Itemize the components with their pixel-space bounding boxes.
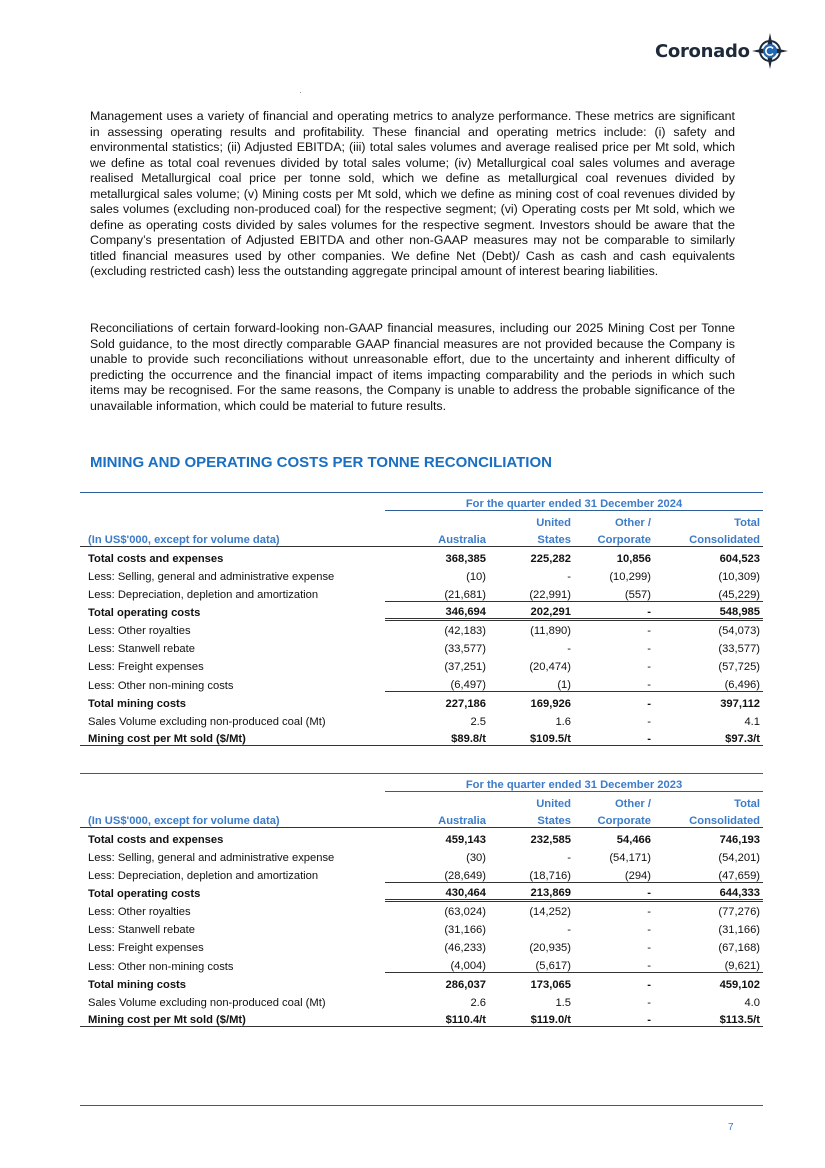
cell-aus: 346,694: [385, 601, 489, 619]
cell-aus: (31,166): [444, 924, 486, 937]
cell-oc: (54,171): [609, 851, 651, 864]
table-row: [80, 954, 763, 972]
table-row: [80, 846, 763, 864]
cell-aus: 430,464: [385, 882, 489, 900]
col-header-tc-1: Total: [734, 797, 761, 810]
cell-us: -: [567, 924, 571, 937]
row-label: Total mining costs: [88, 697, 186, 710]
section-title: MINING AND OPERATING COSTS PER TONNE RECONCILIATION: [90, 454, 552, 471]
cell-us: 232,585: [530, 833, 571, 846]
reconciliation-table-2024: [80, 492, 763, 746]
cell-oc: -: [574, 1009, 654, 1027]
row-label: Mining cost per Mt sold ($/Mt): [80, 1009, 385, 1027]
cell-aus: (4,004): [385, 954, 489, 972]
cell-tc: 4.0: [744, 996, 761, 1009]
cell-us: 169,926: [530, 697, 571, 710]
table-row: [80, 565, 763, 583]
row-label: Total operating costs: [88, 607, 201, 620]
cell-oc: -: [574, 601, 654, 619]
row-label: Less: Freight expenses: [88, 942, 204, 955]
logo-text: Coronado: [655, 40, 750, 62]
cell-us: 1.5: [555, 996, 571, 1009]
row-label: Less: Depreciation, depletion and amortization: [88, 589, 319, 602]
cell-tc: 644,333: [654, 882, 763, 900]
cell-us: $119.0/t: [489, 1009, 574, 1027]
cell-oc: -: [647, 906, 651, 919]
cell-oc: (10,299): [609, 570, 651, 583]
row-label: Less: Selling, general and administrative expense: [88, 851, 335, 864]
cell-us: -: [567, 570, 571, 583]
cell-oc: (294): [574, 864, 654, 882]
row-label: Less: Freight expenses: [88, 661, 204, 674]
cell-aus: (33,577): [444, 643, 486, 656]
cell-oc: (557): [574, 583, 654, 601]
cell-oc: -: [574, 728, 654, 746]
cell-tc: $97.3/t: [654, 728, 763, 746]
cell-us: (20,474): [529, 661, 571, 674]
cell-oc: -: [574, 882, 654, 900]
cell-oc: -: [647, 996, 651, 1009]
row-label: Less: Depreciation, depletion and amortization: [88, 870, 319, 883]
row-label: Mining cost per Mt sold ($/Mt): [80, 728, 385, 746]
cell-oc: 10,856: [616, 552, 651, 565]
cell-aus: (10): [466, 570, 486, 583]
table-row: [80, 973, 763, 991]
cell-tc: (67,168): [718, 942, 761, 955]
table-row: [80, 1009, 763, 1027]
row-label: Less: Stanwell rebate: [88, 924, 195, 937]
cell-us: 1.6: [555, 715, 571, 728]
cell-tc: 459,102: [719, 978, 761, 991]
reconciliation-table-2023: [80, 773, 763, 1027]
cell-us: (5,617): [489, 954, 574, 972]
cell-tc: (77,276): [718, 906, 761, 919]
cell-oc: -: [647, 661, 651, 674]
cell-us: (1): [489, 673, 574, 691]
cell-oc: -: [647, 697, 651, 710]
cell-tc: (33,577): [718, 643, 761, 656]
row-label: Less: Other royalties: [88, 625, 191, 638]
cell-aus: 459,143: [445, 833, 486, 846]
metrics-paragraph: Management uses a variety of financial and operating metrics to analyze performance. These metrics are significant in assessing operating results and profitability. These financial and operating metrics include: (i) safety and environmental statistics; (ii) Adjusted EBITDA; (iii) total sales volumes and average realised price per Mt sold, which we define as total coal revenues divided by total sales volume; (iv) Metallurgical coal sales volumes and average realised Metallurgical coal price per tonne sold, which we define as metallurgical coal revenues divided by metallurgical sales volume; (v) Mining costs per Mt sold, which we define as mining cost of coal revenues divided by sales volumes (excluding non-produced coal) for the respective segment; (vi) Operating costs per Mt sold, which we define as operating costs divided by sales volumes for the respective segment. Investors should be aware that the Company’s presentation of Adjusted EBITDA and other non-GAAP measures may not be comparable to similarly titled financial measures used by other companies. We define Net (Debt)/ Cash as cash and cash equivalents (excluding restricted cash) less the outstanding aggregate principal amount of interest bearing liabilities.: [90, 109, 735, 278]
cell-aus: (30): [466, 851, 486, 864]
cell-aus: (37,251): [444, 661, 486, 674]
cell-us: 213,869: [489, 882, 574, 900]
cell-tc: (10,309): [718, 570, 761, 583]
cell-us: (22,991): [489, 583, 574, 601]
cell-oc: -: [647, 625, 651, 638]
coronado-logo: [655, 33, 788, 69]
cell-us: (20,935): [529, 942, 571, 955]
row-label: Sales Volume excluding non-produced coal (Mt): [88, 715, 326, 728]
col-header-oc-2: Corporate: [574, 810, 654, 828]
cell-oc: 54,466: [616, 833, 651, 846]
cell-tc: $113.5/t: [654, 1009, 763, 1027]
cell-tc: 604,523: [719, 552, 761, 565]
cell-tc: (9,621): [654, 954, 763, 972]
row-header-label: (In US$'000, except for volume data): [80, 810, 385, 828]
row-label: Less: Selling, general and administrative expense: [88, 570, 335, 583]
cell-us: 202,291: [489, 601, 574, 619]
cell-us: $109.5/t: [489, 728, 574, 746]
cell-oc: -: [647, 978, 651, 991]
table-row: [80, 692, 763, 710]
cell-us: 225,282: [530, 552, 571, 565]
cell-us: 173,065: [530, 978, 571, 991]
table-row: [80, 900, 763, 918]
cell-us: -: [567, 643, 571, 656]
col-header-us-2: States: [489, 529, 574, 547]
col-header-tc-1: Total: [734, 516, 761, 529]
col-header-oc-1: Other /: [614, 797, 651, 810]
row-label: Total costs and expenses: [88, 552, 224, 565]
table-row: [80, 936, 763, 954]
row-label: Sales Volume excluding non-produced coal (Mt): [88, 996, 326, 1009]
stray-dot: [300, 92, 301, 93]
table-row: [80, 601, 763, 619]
footer-rule: [80, 1105, 763, 1106]
row-label: Total mining costs: [88, 978, 186, 991]
cell-us: (18,716): [489, 864, 574, 882]
col-header-australia: Australia: [385, 529, 489, 547]
row-label: Less: Other non-mining costs: [88, 679, 234, 692]
reconciliation-paragraph: Reconciliations of certain forward-looking non-GAAP financial measures, including our 2025 Mining Cost per Tonne Sold guidance, to the most directly comparable GAAP financial measures are not provided because the Company is unable to provide such reconciliations without unreasonable effort, due to the uncertainty and inherent difficulty of predicting the occurrence and the financial impact of items impacting comparability and the periods in which such items may be recognised. For the same reasons, the Company is unable to address the probable significance of the unavailable information, which could be material to future results.: [90, 321, 735, 413]
table-caption: For the quarter ended 31 December 2024: [385, 493, 763, 511]
table-row: [80, 710, 763, 728]
table-row: [80, 637, 763, 655]
cell-aus: (46,233): [444, 942, 486, 955]
table-row: [80, 882, 763, 900]
cell-aus: 286,037: [445, 978, 486, 991]
cell-tc: (31,166): [718, 924, 761, 937]
row-label: Less: Other royalties: [88, 906, 191, 919]
cell-aus: (42,183): [444, 625, 486, 638]
cell-tc: 746,193: [719, 833, 761, 846]
table-row: [80, 655, 763, 673]
cell-aus: (63,024): [444, 906, 486, 919]
table-row: [80, 619, 763, 637]
cell-tc: 397,112: [720, 697, 761, 710]
table-caption: For the quarter ended 31 December 2023: [385, 774, 763, 792]
cell-aus: (21,681): [385, 583, 489, 601]
row-label: Less: Other non-mining costs: [88, 960, 234, 973]
table-row: [80, 991, 763, 1009]
col-header-oc-1: Other /: [614, 516, 651, 529]
cell-us: -: [567, 851, 571, 864]
cell-oc: -: [574, 954, 654, 972]
table-row: [80, 828, 763, 846]
row-label: Total operating costs: [88, 888, 201, 901]
row-label: Less: Stanwell rebate: [88, 643, 195, 656]
table-row: [80, 547, 763, 565]
cell-tc: (47,659): [654, 864, 763, 882]
cell-oc: -: [574, 673, 654, 691]
cell-aus: 2.6: [470, 996, 486, 1009]
col-header-us-2: States: [489, 810, 574, 828]
row-header-label: (In US$'000, except for volume data): [80, 529, 385, 547]
table-row: [80, 583, 763, 601]
table-row: [80, 864, 763, 882]
col-header-us-1: United: [536, 797, 571, 810]
col-header-australia: Australia: [385, 810, 489, 828]
col-header-tc-2: Consolidated: [654, 529, 763, 547]
cell-tc: 4.1: [744, 715, 761, 728]
cell-tc: (54,073): [718, 625, 761, 638]
col-header-us-1: United: [536, 516, 571, 529]
cell-us: (11,890): [530, 625, 571, 638]
cell-aus: 2.5: [470, 715, 486, 728]
table-row: [80, 918, 763, 936]
page-number: 7: [728, 1122, 734, 1133]
cell-aus: 227,186: [445, 697, 486, 710]
compass-logo-icon: [752, 33, 788, 69]
cell-us: (14,252): [529, 906, 571, 919]
table-row: [80, 728, 763, 746]
cell-oc: -: [647, 715, 651, 728]
cell-tc: (54,201): [718, 851, 761, 864]
cell-tc: (6,496): [654, 673, 763, 691]
cell-oc: -: [647, 924, 651, 937]
cell-oc: -: [647, 643, 651, 656]
row-label: Total costs and expenses: [88, 833, 224, 846]
cell-aus: 368,385: [445, 552, 486, 565]
cell-aus: (28,649): [385, 864, 489, 882]
cell-aus: (6,497): [385, 673, 489, 691]
cell-tc: 548,985: [654, 601, 763, 619]
table-row: [80, 673, 763, 691]
col-header-tc-2: Consolidated: [654, 810, 763, 828]
cell-tc: (45,229): [654, 583, 763, 601]
cell-aus: $89.8/t: [385, 728, 489, 746]
cell-aus: $110.4/t: [385, 1009, 489, 1027]
cell-tc: (57,725): [718, 661, 761, 674]
col-header-oc-2: Corporate: [574, 529, 654, 547]
cell-oc: -: [647, 942, 651, 955]
